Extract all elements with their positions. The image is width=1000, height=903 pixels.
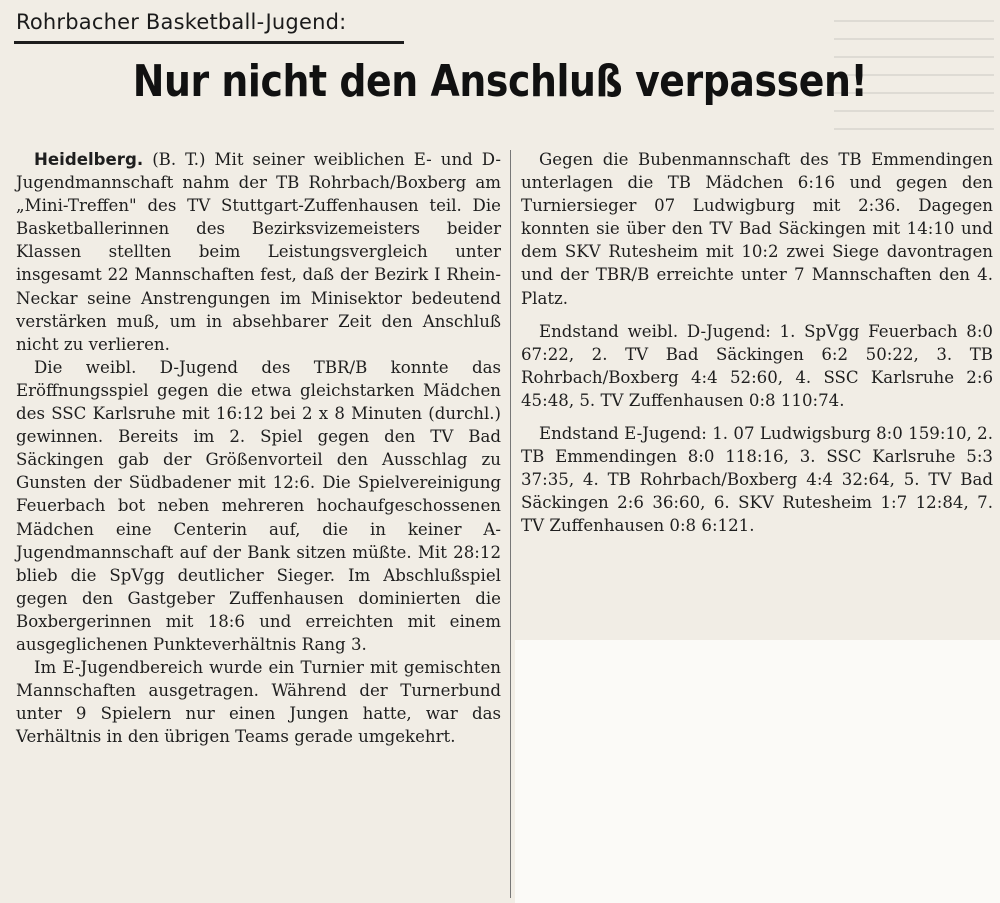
dateline: Heidelberg. <box>34 150 144 169</box>
article-column-left <box>16 148 501 748</box>
article-headline: Nur nicht den Anschluß verpassen! <box>132 56 868 107</box>
article-paragraph: Die weibl. D-Jugend des TBR/B konnte das Eröffnungsspiel gegen die etwa gleichstarken Mädchen des SSC Karlsruhe mit 16:12 bei 2 x 8 Minuten (durchl.) gewinnen. Bereits im 2. Spiel gegen den TV Bad Säckingen gab der Größenvorteil den Ausschlag zu Gunsten der Südbadener mit 12:6. Die Spielvereinigung Feuerbach bot neben mehreren hochaufgeschossenen Mädchen eine Centerin auf, die in keiner A-Jugendmannschaft auf der Bank sitzen müßte. Mit 28:12 blieb die SpVgg deutlicher Sieger. Im Abschlußspiel gegen den Gastgeber Zuffenhausen dominierten die Boxbergerinnen mit 18:6 und erreichten mit einem ausgeglichenen Punkteverhältnis Rang 3. <box>16 357 501 654</box>
article-paragraph: Im E-Jugendbereich wurde ein Turnier mit gemischten Mannschaften ausgetragen. Während der Turnerbund unter 9 Spielern nur einen Jungen hatte, war das Verhältnis in den übrigen Teams gerade umgekehrt. <box>16 658 501 747</box>
article-paragraph: Gegen die Bubenmannschaft des TB Emmendingen unterlagen die TB Mädchen 6:16 und gegen den Turniersieger 07 Ludwigburg mit 2:36. Dagegen konnten sie über den TV Bad Säckingen mit 14:10 und dem SKV Rutesheim mit 10:2 zwei Siege davontragen und der TBR/B erreichte unter 7 Mannschaften den 4. Platz. <box>521 150 993 308</box>
standings-e-jugend: Endstand E-Jugend: 1. 07 Ludwigsburg 8:0 159:10, 2. TB Emmendingen 8:0 118:16, 3. SSC Karlsruhe 5:3 37:35, 4. TB Rohrbach/Boxberg 4:4 32:64, 5. TV Bad Säckingen 2:6 36:60, 6. SKV Rutesheim 1:7 12:84, 7. TV Zuffenhausen 0:8 6:121. <box>521 424 993 536</box>
article-column-right <box>521 148 993 538</box>
paragraph-text: (B. T.) Mit seiner weiblichen E- und D-Jugendmannschaft nahm der TB Rohrbach/Boxberg am „Mini-Treffen" des TV Stuttgart-Zuffenhausen teil. Die Basketballerinnen des Bezirksvizemeisters beider Klassen stellten beim Leistungsvergleich unter insgesamt 22 Mannschaften fest, daß der Bezirk I Rhein-Neckar seine Anstrengungen im Minisektor bedeutend verstärken muß, um in absehbarer Zeit den Anschluß nicht zu verlieren. <box>16 150 501 354</box>
standings-d-jugend: Endstand weibl. D-Jugend: 1. SpVgg Feuerbach 8:0 67:22, 2. TV Bad Säckingen 6:2 50:22, 3. TB Rohrbach/Boxberg 4:4 52:60, 4. SSC Karlsruhe 2:6 45:48, 5. TV Zuffenhausen 0:8 110:74. <box>521 321 993 410</box>
article-kicker: Rohrbacher Basketball-Jugend: <box>16 10 347 34</box>
kicker-underline <box>14 41 404 44</box>
column-divider <box>510 150 511 898</box>
article-paragraph <box>16 148 501 356</box>
